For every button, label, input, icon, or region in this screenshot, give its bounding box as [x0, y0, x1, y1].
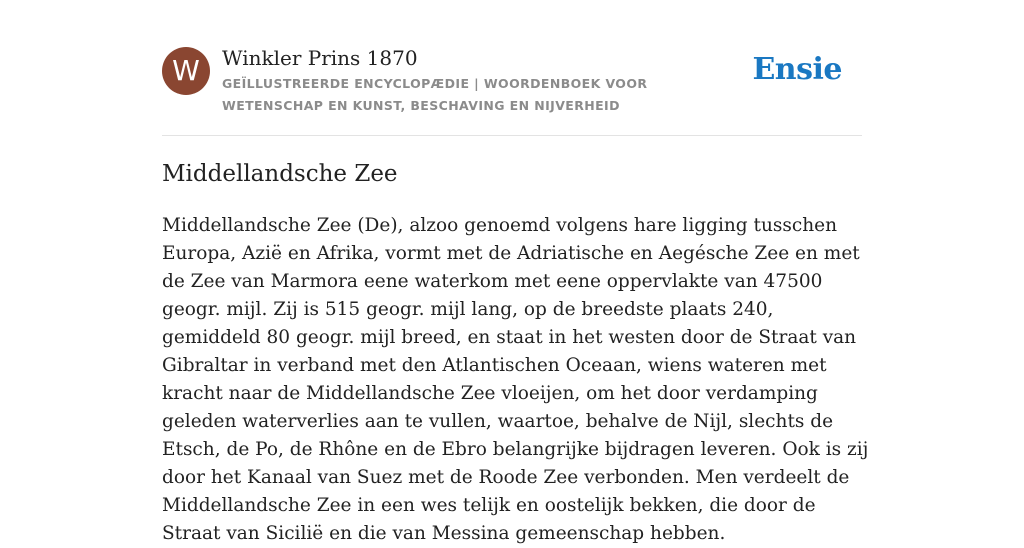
entry-body: Middellandsche Zee (De), alzoo genoemd volgens hare ligging tusschen Europa, Azië en Afrika, vormt met de Adriatische en Aegésche Zee en met de Zee van Marmora eene waterkom met eene oppervlakte van 47500 geogr. mijl. Zij is 515 geogr. mijl lang, op de breedste plaats 240, gemiddeld 80 geogr. mijl breed, en staat in het westen door de Straat van Gibraltar in verband met den Atlantischen Oceaan, wiens wateren met kracht naar de Middellandsche Zee vloeijen, om het door verdamping geleden waterverlies aan te vullen, waartoe, behalve de Nijl, slechts de Etsch, de Po, de Rhône en de Ebro belangrijke bijdragen leveren. Ook is zij door het Kanaal van Suez met de Roode Zee verbonden. Men verdeelt de Middellandsche Zee in een wes telijk en oostelijk bekken, die door de Straat van Sicilië en die van Messina gemeenschap hebben.: [162, 215, 869, 544]
entry-title: Middellandsche Zee: [162, 161, 398, 187]
source-header: [162, 46, 862, 136]
header-divider: [162, 135, 862, 136]
source-subtitle: GEÏLLUSTREERDE ENCYCLOPÆDIE | WOORDENBOEK VOOR WETENSCHAP EN KUNST, BESCHAVING EN NIJVERHEID: [222, 76, 648, 113]
ensie-logo[interactable]: Ensie: [752, 52, 842, 87]
source-title-link[interactable]: Winkler Prins 1870: [222, 46, 418, 70]
source-avatar[interactable]: W: [162, 47, 210, 95]
